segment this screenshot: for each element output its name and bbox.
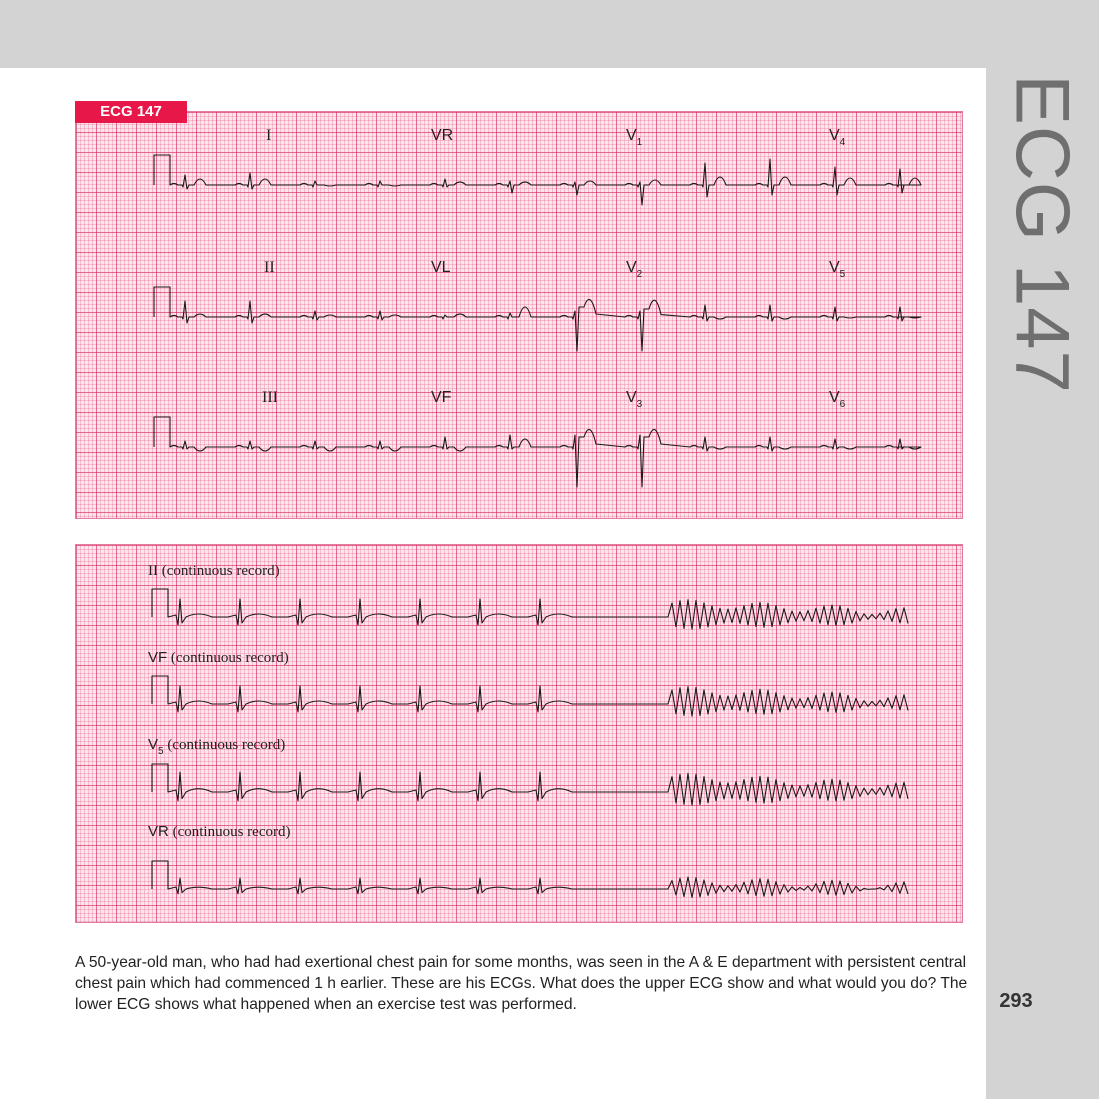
strip-label-VF: VF (continuous record) <box>148 649 289 666</box>
upper-ecg-traces <box>76 112 963 519</box>
ecg-trace-row-1 <box>154 155 921 205</box>
lead-label-V5: $V_5$ <box>829 259 846 280</box>
lead-label-V3: $V_3$ <box>626 389 643 410</box>
ecg-strip-V5 <box>152 764 908 805</box>
lead-label-III: III <box>262 389 278 406</box>
ecg-strip-II <box>152 589 908 629</box>
lower-ecg-traces <box>76 545 963 923</box>
ecg-badge: ECG 147 <box>75 101 187 123</box>
page-number: 293 <box>999 990 1033 1012</box>
lead-label-VL: VL <box>431 259 451 276</box>
lead-label-V2: $V_2$ <box>626 259 643 280</box>
ecg-trace-row-3 <box>154 417 921 487</box>
strip-label-II: II (continuous record) <box>148 563 280 579</box>
side-title: ECG 147 <box>999 74 1085 394</box>
ecg-strip-VR <box>152 861 908 897</box>
lead-label-II: II <box>264 259 275 276</box>
lead-label-VR: VR <box>431 127 454 144</box>
lead-label-I: I <box>266 127 272 144</box>
lower-ecg-panel <box>75 544 963 923</box>
upper-ecg-panel <box>75 111 963 519</box>
lead-label-VF: VF <box>431 389 452 406</box>
lead-label-V1: $V_1$ <box>626 127 643 148</box>
strip-label-V5: $V_5$ (continuous record) <box>148 736 286 757</box>
top-band <box>0 0 1099 68</box>
lead-label-V6: $V_6$ <box>829 389 846 410</box>
case-caption: A 50-year-old man, who had had exertional chest pain for some months, was seen in the A & E department with persistent central chest pain which had commenced 1 h earlier. These are his ECGs. What does the upper ECG show and what would you do? The lower ECG shows what happened when an exercise test was performed. <box>75 954 968 1013</box>
lead-label-V4: $V_4$ <box>829 127 846 148</box>
ecg-strip-VF <box>152 676 908 716</box>
strip-label-VR: VR (continuous record) <box>148 823 291 840</box>
ecg-trace-row-2 <box>154 287 921 351</box>
